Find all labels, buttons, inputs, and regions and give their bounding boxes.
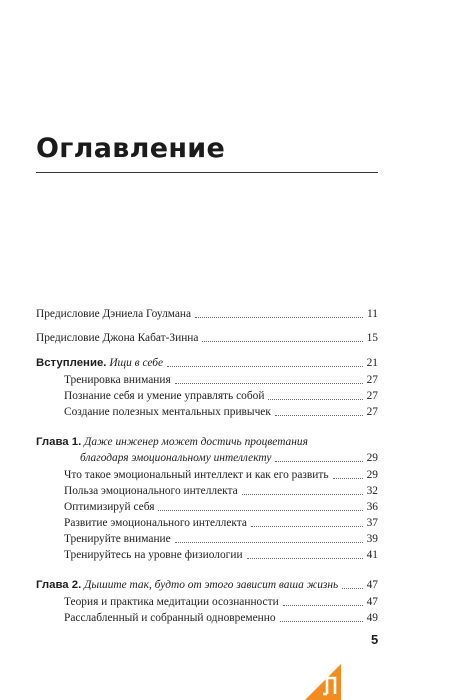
- toc-subentry[interactable]: [64, 497, 378, 514]
- toc-entry-page: 36: [366, 501, 378, 513]
- toc-entry-page: 27: [366, 406, 378, 418]
- toc-entry-page: 27: [366, 374, 378, 386]
- toc-entry-page: 32: [366, 485, 378, 497]
- toc-entry-section[interactable]: [36, 353, 378, 370]
- page-title: Оглавление: [36, 133, 226, 164]
- dot-leader: [247, 558, 363, 559]
- toc-entry-title: Предисловие Джона Кабат-Зинна: [36, 332, 199, 344]
- toc-entry-page: 37: [366, 517, 378, 529]
- toc-entry-page: 29: [366, 469, 378, 481]
- toc-subentry[interactable]: [64, 513, 378, 530]
- toc-entry-title: Расслабленный и собранный одновременно: [64, 612, 276, 624]
- toc-subentry[interactable]: [64, 529, 378, 546]
- page-number: 5: [371, 632, 379, 647]
- toc-entry-title: Дышите так, будто от этого зависит ваша жизнь: [84, 579, 339, 591]
- toc-entry-title: Развитие эмоционального интеллекта: [64, 517, 247, 529]
- toc-subentry[interactable]: [64, 545, 378, 562]
- toc-entry[interactable]: [36, 304, 378, 321]
- toc-entry-title: Оптимизируй себя: [64, 501, 155, 513]
- dot-leader: [167, 366, 363, 367]
- toc-subentry[interactable]: [64, 402, 378, 419]
- toc-entry-title: Что такое эмоциональный интеллект и как его развить: [64, 469, 329, 481]
- toc-subentry[interactable]: [64, 608, 378, 625]
- toc-entry-page: 39: [366, 533, 378, 545]
- toc-entry-page: 47: [366, 579, 378, 591]
- chapter-label: Глава 1.: [36, 436, 82, 448]
- toc-subentry[interactable]: [64, 370, 378, 387]
- dot-leader: [268, 399, 362, 400]
- toc-entry-chapter[interactable]: [36, 432, 378, 449]
- dot-leader: [158, 510, 362, 511]
- dot-leader: [342, 588, 362, 589]
- toc-entry-title: Познание себя и умение управлять собой: [64, 390, 265, 402]
- title-rule: [36, 172, 378, 173]
- dot-leader: [251, 526, 363, 527]
- toc-entry-title: Тренируйтесь на уровне физиологии: [64, 549, 243, 561]
- toc-entry-chapter[interactable]: [36, 575, 378, 592]
- dot-leader: [333, 478, 363, 479]
- toc-entry-title: Ищи в себе: [109, 357, 164, 369]
- toc-entry-chapter-cont[interactable]: [80, 448, 378, 465]
- toc-entry-title-cont: благодаря эмоциональному интеллекту: [80, 452, 272, 464]
- toc-entry-page: 21: [366, 357, 378, 369]
- toc-entry-page: 41: [366, 549, 378, 561]
- toc-entry-page: 11: [367, 308, 378, 320]
- toc-subentry[interactable]: [64, 465, 378, 482]
- dot-leader: [175, 383, 363, 384]
- toc-entry-page: 47: [366, 596, 378, 608]
- toc-entry-page: 49: [366, 612, 378, 624]
- toc-entry[interactable]: [36, 328, 378, 345]
- toc-subentry[interactable]: [64, 481, 378, 498]
- toc-entry-page: 29: [366, 452, 378, 464]
- toc-entry-title: Даже инженер может достичь процветания: [84, 436, 308, 448]
- chapter-label: Глава 2.: [36, 579, 82, 591]
- toc-entry-title: Тренируйте внимание: [64, 533, 171, 545]
- toc-entry-title: Теория и практика медитации осознанности: [64, 596, 279, 608]
- toc-entry-title: Польза эмоционального интеллекта: [64, 485, 238, 497]
- toc-entry-title: Предисловие Дэниела Гоулмана: [36, 308, 192, 320]
- dot-leader: [283, 605, 363, 606]
- dot-leader: [275, 461, 362, 462]
- toc-subentry[interactable]: [64, 592, 378, 609]
- toc-entry-page: 27: [366, 390, 378, 402]
- dot-leader: [202, 341, 362, 342]
- toc-subentry[interactable]: [64, 386, 378, 403]
- dot-leader: [275, 415, 363, 416]
- dot-leader: [280, 621, 363, 622]
- dot-leader: [195, 317, 363, 318]
- toc-entry-title: Создание полезных ментальных привычек: [64, 406, 271, 418]
- dot-leader: [242, 494, 363, 495]
- section-label: Вступление.: [36, 357, 107, 369]
- dot-leader: [175, 542, 363, 543]
- publisher-logo-icon: [305, 664, 341, 700]
- toc-entry-title: Тренировка внимания: [64, 374, 171, 386]
- toc-entry-page: 15: [366, 332, 378, 344]
